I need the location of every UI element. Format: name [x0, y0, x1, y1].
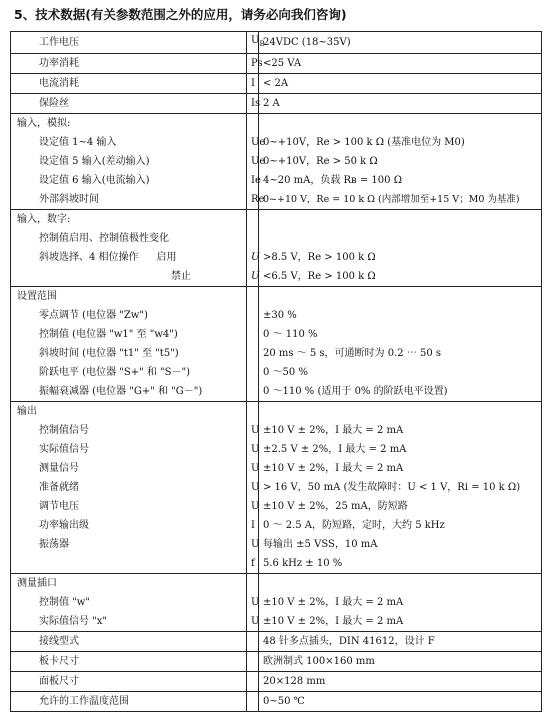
param-value: ±30 % [259, 306, 542, 325]
param-value: 0~50 ℃ [259, 692, 542, 712]
param-value: 20 ms ～ 5 s，可通断时为 0.2 ⋯ 50 s [259, 344, 542, 363]
table-row [11, 190, 542, 210]
table-row [11, 382, 542, 402]
table-row [11, 229, 542, 248]
param-value: 0~+10V，Re > 100 k Ω (基准电位为 M0) [259, 133, 542, 152]
section-header: 测量插口 [11, 574, 247, 594]
param-name: 零点调节 (电位器 "Zw") [11, 306, 247, 325]
param-symbol: Is [247, 94, 259, 114]
param-symbol: Re [247, 190, 259, 210]
param-symbol: I [247, 516, 259, 535]
table-row [11, 421, 542, 440]
table-row [11, 672, 542, 692]
param-value: ±10 V ± 2%，I 最大 = 2 mA [259, 459, 542, 478]
param-name: 实际值信号 [11, 440, 247, 459]
param-value: 0 ～110 % (适用于 0% 的阶跃电平设置) [259, 382, 542, 402]
param-value: <25 VA [259, 54, 542, 74]
param-symbol: Ue [247, 133, 259, 152]
table-row [11, 363, 542, 382]
param-name: 控制值信号 [11, 421, 247, 440]
param-name [11, 554, 247, 574]
table-row [11, 74, 542, 94]
param-symbol: $U_B$ [247, 32, 259, 54]
param-symbol: Ue [247, 152, 259, 171]
table-row [11, 306, 542, 325]
table-row [11, 692, 542, 712]
section-header: 输入，模拟: [11, 114, 247, 134]
table-row [11, 459, 542, 478]
param-value: 2 A [259, 94, 542, 114]
table-row [11, 516, 542, 535]
table-row [11, 344, 542, 363]
param-value: 0 ～ 110 % [259, 325, 542, 344]
param-symbol: U [247, 478, 259, 497]
param-name: 斜坡选择、4 相位操作 启用 [11, 248, 247, 267]
param-name: 保险丝 [11, 94, 247, 114]
param-symbol: U [247, 535, 259, 554]
param-value: ±10 V ± 2%，I 最大 = 2 mA [259, 421, 542, 440]
param-name: 设定值 5 输入(差动输入) [11, 152, 247, 171]
param-value: 0~+10V，Re > 50 k Ω [259, 152, 542, 171]
param-value: ±10 V ± 2%，I 最大 = 2 mA [259, 593, 542, 612]
table-row [11, 267, 542, 287]
section-header: 输入，数字: [11, 210, 247, 230]
table-row [11, 652, 542, 672]
param-name: 允许的工作温度范围 [11, 692, 247, 712]
param-value: 48 针多点插头，DIN 41612，设计 F [259, 632, 542, 652]
param-value: 24VDC (18~35V) [259, 32, 542, 54]
param-symbol: Ie [247, 171, 259, 190]
param-name: 板卡尺寸 [11, 652, 247, 672]
param-value: <6.5 V，Re > 100 k Ω [259, 267, 542, 287]
param-symbol: U [247, 267, 259, 287]
section-header-row [11, 210, 542, 230]
table-row [11, 440, 542, 459]
param-value: 0 ～ 2.5 A，防短路，定时，大约 5 kHz [259, 516, 542, 535]
table-row [11, 325, 542, 344]
table-row [11, 171, 542, 190]
param-value: ±10 V ± 2%，25 mA，防短路 [259, 497, 542, 516]
param-name: 外部斜坡时间 [11, 190, 247, 210]
param-name: 准备就绪 [11, 478, 247, 497]
param-value: 4~20 mA，负载 Rв = 100 Ω [259, 171, 542, 190]
param-name: 测量信号 [11, 459, 247, 478]
param-value: 0~+10 V，Re = 10 k Ω (内部增加至+15 V；M0 为基准) [259, 190, 542, 210]
param-value: 每输出 ±5 VSS，10 mA [259, 535, 542, 554]
table-row [11, 32, 542, 54]
param-symbol: I [247, 74, 259, 94]
param-value: 5.6 kHz ± 10 % [259, 554, 542, 574]
param-value: ±10 V ± 2%，I 最大 = 2 mA [259, 612, 542, 632]
section-header: 设置范围 [11, 287, 247, 307]
param-name: 振幅衰减器 (电位器 "G+" 和 "G－") [11, 382, 247, 402]
section-header: 输出 [11, 402, 247, 422]
param-symbol: U [247, 248, 259, 267]
table-row [11, 535, 542, 554]
param-value: 20×128 mm [259, 672, 542, 692]
param-name: 电流消耗 [11, 74, 247, 94]
param-value: 欧洲制式 100×160 mm [259, 652, 542, 672]
param-name: 功率输出级 [11, 516, 247, 535]
table-row [11, 554, 542, 574]
table-row [11, 152, 542, 171]
table-row [11, 478, 542, 497]
param-name: 控制值 (电位器 "w1" 至 "w4") [11, 325, 247, 344]
param-name: 控制值启用、控制值极性变化 [11, 229, 247, 248]
param-name: 实际值信号 "x" [11, 612, 247, 632]
param-name: 接线型式 [11, 632, 247, 652]
table-row [11, 593, 542, 612]
section-header-row [11, 574, 542, 594]
table-row [11, 133, 542, 152]
param-name: 禁止 [11, 267, 247, 287]
param-name: 面板尺寸 [11, 672, 247, 692]
param-value: ±2.5 V ± 2%，I 最大 = 2 mA [259, 440, 542, 459]
table-row [11, 94, 542, 114]
param-value: < 2A [259, 74, 542, 94]
section-header-row [11, 402, 542, 422]
param-symbol: U [247, 421, 259, 440]
param-symbol: Ps [247, 54, 259, 74]
param-name: 设定值 6 输入(电流输入) [11, 171, 247, 190]
param-value: 0 ～50 % [259, 363, 542, 382]
table-row [11, 54, 542, 74]
param-name: 工作电压 [11, 32, 247, 54]
param-symbol: U [247, 497, 259, 516]
param-symbol: f [247, 554, 259, 574]
table-row [11, 248, 542, 267]
param-symbol: U [247, 612, 259, 632]
param-value: > 16 V，50 mA (发生故障时：U < 1 V，Ri = 10 k Ω) [259, 478, 542, 497]
section-header-row [11, 114, 542, 134]
section-header-row [11, 287, 542, 307]
param-name: 控制值 "w" [11, 593, 247, 612]
param-name: 阶跃电平 (电位器 "S+" 和 "S－") [11, 363, 247, 382]
table-row [11, 632, 542, 652]
param-name: 功率消耗 [11, 54, 247, 74]
param-symbol: U [247, 459, 259, 478]
param-name: 调节电压 [11, 497, 247, 516]
table-row [11, 612, 542, 632]
param-name: 振荡器 [11, 535, 247, 554]
section-title: 5、技术数据(有关参数范围之外的应用，请务必向我们咨询) [14, 7, 347, 22]
param-name: 设定值 1~4 输入 [11, 133, 247, 152]
table-row [11, 497, 542, 516]
spec-table [10, 31, 542, 712]
param-value: >8.5 V，Re > 100 k Ω [259, 248, 542, 267]
param-name: 斜坡时间 (电位器 "t1" 至 "t5") [11, 344, 247, 363]
param-symbol: U [247, 440, 259, 459]
param-symbol: U [247, 593, 259, 612]
